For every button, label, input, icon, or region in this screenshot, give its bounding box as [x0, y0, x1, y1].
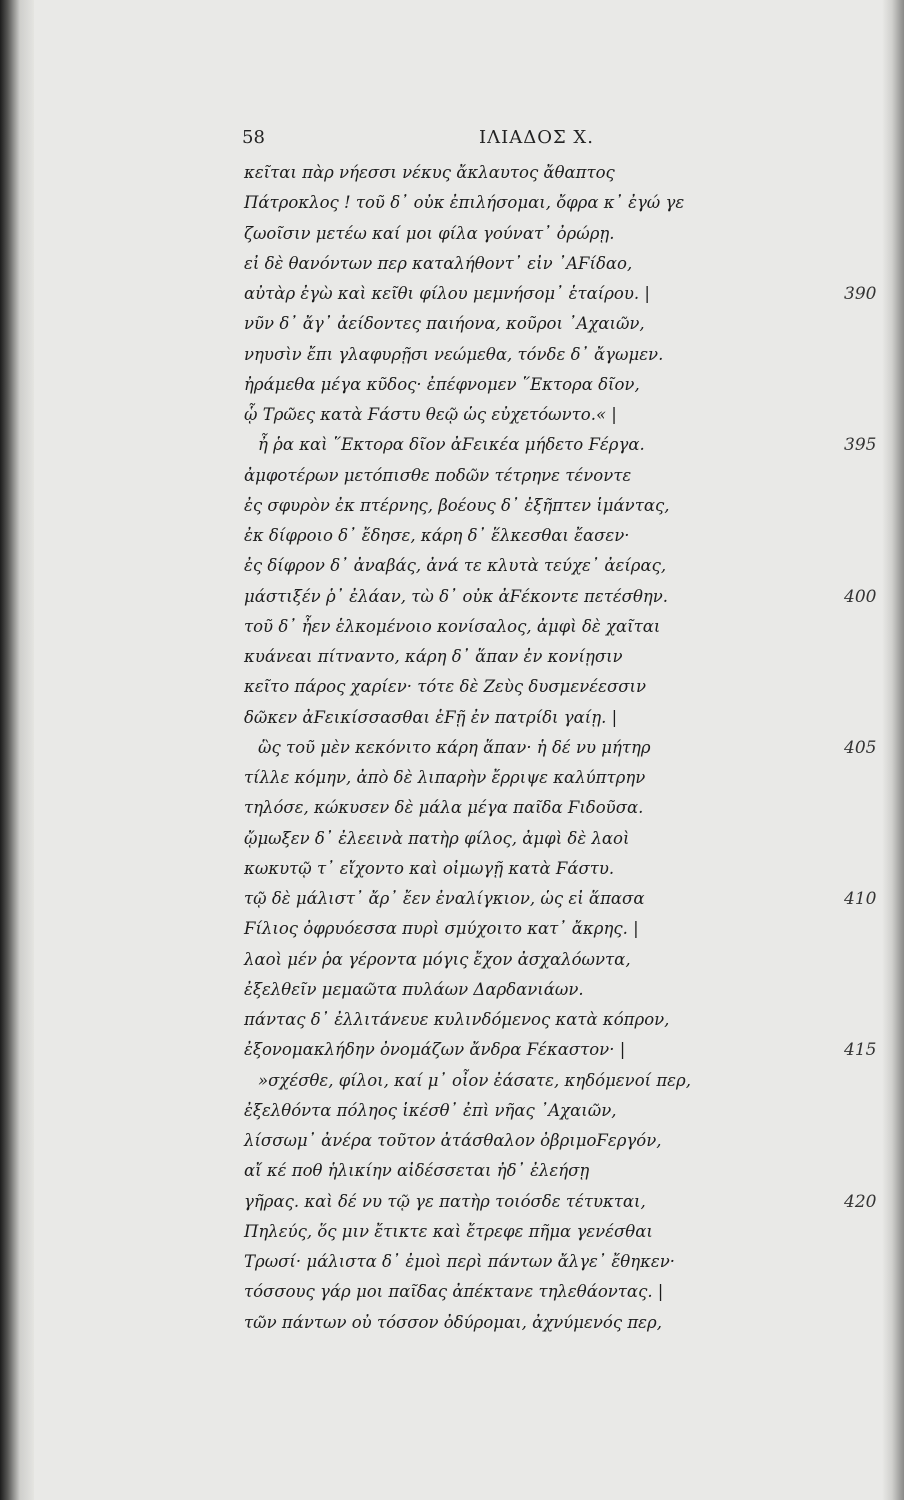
- page-outer-edge: [882, 0, 904, 1500]
- page-number: 58: [242, 127, 265, 148]
- verse-line: [244, 582, 884, 612]
- verse-line: [244, 945, 884, 975]
- verse-line: [244, 1035, 884, 1065]
- verse-block: [244, 158, 884, 1338]
- verse-text: ἠράμεθα μέγα κῦδος· ἐπέφνομεν ῞Εκτορα δῖον,: [244, 374, 640, 394]
- verse-text: τῶν πάντων οὐ τόσσον ὀδύρομαι, ἀχνύμενός περ,: [244, 1312, 662, 1332]
- verse-text: τῷ δὲ μάλιστ᾽ ἄρ᾽ ἔεν ἐναλίγκιον, ὡς εἰ ἅπασα: [244, 889, 645, 908]
- verse-line: [244, 733, 884, 763]
- verse-text: εἰ δὲ θανόντων περ καταλήθοντ᾽ εἰν ᾽ΑϜίδαο,: [244, 253, 633, 273]
- verse-text: νηυσὶν ἔπι γλαφυρῇσι νεώμεθα, τόνδε δ᾽ ἄγωμεν.: [244, 344, 664, 364]
- verse-line: [244, 824, 884, 854]
- verse-line: [244, 642, 884, 672]
- verse-line: [244, 491, 884, 521]
- verse-line: [244, 1247, 884, 1277]
- verse-text: ᾧ Τρῶες κατὰ Ϝάστυ θεῷ ὡς εὐχετόωντο.« |: [244, 405, 617, 424]
- verse-text: ἀμφοτέρων μετόπισθε ποδῶν τέτρηνε τένοντε: [244, 465, 632, 485]
- verse-line: [244, 1066, 884, 1096]
- verse-text: μάστιξέν ῥ᾽ ἐλάαν, τὼ δ᾽ οὐκ ἀϜέκοντε πετέσθην.: [244, 586, 669, 606]
- verse-line: [244, 1217, 884, 1247]
- verse-number: 405: [844, 737, 877, 758]
- verse-text: ἐκ δίφροιο δ᾽ ἔδησε, κάρη δ᾽ ἕλκεσθαι ἔασεν·: [244, 526, 630, 545]
- verse-line: [244, 703, 884, 733]
- verse-text: Ϝίλιος ὀφρυόεσσα πυρὶ σμύχοιτο κατ᾽ ἄκρης. |: [244, 919, 639, 939]
- verse-text: ᾤμωξεν δ᾽ ἐλεεινὰ πατὴρ φίλος, ἀμφὶ δὲ λαοὶ: [244, 828, 630, 848]
- verse-number: 410: [844, 889, 877, 909]
- verse-text: πάντας δ᾽ ἐλλιτάνευε κυλινδόμενος κατὰ κόπρον,: [244, 1010, 670, 1029]
- verse-line: [244, 370, 884, 400]
- verse-text: γῆρας. καὶ δέ νυ τῷ γε πατὴρ τοιόσδε τέτυκται,: [244, 1191, 646, 1211]
- verse-text: ἐς δίφρον δ᾽ ἀναβάς, ἀνά τε κλυτὰ τεύχε᾽ ἀείρας,: [244, 556, 667, 576]
- verse-text: λίσσωμ᾽ ἀνέρα τοῦτον ἀτάσθαλον ὀβριμοϜεργόν,: [244, 1131, 662, 1150]
- verse-number: 415: [844, 1040, 877, 1061]
- verse-line: [244, 854, 884, 884]
- verse-text: ὣς τοῦ μὲν κεκόνιτο κάρη ἅπαν· ἡ δέ νυ μήτηρ: [258, 737, 651, 757]
- verse-line: [244, 219, 884, 249]
- verse-line: [244, 551, 884, 581]
- verse-text: δῶκεν ἀϜεικίσσασθαι ἑϜῇ ἐν πατρίδι γαίῃ. |: [244, 707, 618, 727]
- verse-line: [244, 279, 884, 309]
- verse-text: αὐτὰρ ἐγὼ καὶ κεῖθι φίλου μεμνήσομ᾽ ἑταίρου. |: [244, 284, 650, 303]
- verse-text: κεῖται πὰρ νήεσσι νέκυς ἄκλαυτος ἄθαπτος: [244, 163, 615, 182]
- verse-line: [244, 1187, 884, 1217]
- verse-line: [244, 1005, 884, 1035]
- verse-line: [244, 914, 884, 944]
- verse-number: 390: [844, 284, 877, 304]
- verse-line: [244, 158, 884, 188]
- verse-text: αἴ κέ ποθ ἡλικίην αἰδέσσεται ἠδ᾽ ἐλεήσῃ: [244, 1161, 590, 1181]
- verse-text: »σχέσθε, φίλοι, καί μ᾽ οἶον ἐάσατε, κηδόμενοί περ,: [258, 1070, 691, 1090]
- verse-text: τόσσους γάρ μοι παῖδας ἀπέκτανε τηλεθάοντας. |: [244, 1282, 664, 1302]
- verse-text: κεῖτο πάρος χαρίεν· τότε δὲ Ζεὺς δυσμενέεσσιν: [244, 677, 646, 697]
- verse-text: τηλόσε, κώκυσεν δὲ μάλα μέγα παῖδα Ϝιδοῦσα.: [244, 798, 644, 818]
- page-header: [242, 127, 682, 153]
- verse-text: τίλλε κόμην, ἀπὸ δὲ λιπαρὴν ἔρριψε καλύπτρην: [244, 768, 646, 787]
- verse-number: 395: [844, 435, 877, 456]
- verse-number: 400: [844, 586, 877, 607]
- verse-text: ἐξονομακλήδην ὀνομάζων ἄνδρα Ϝέκαστον· |: [244, 1040, 626, 1060]
- verse-line: [244, 521, 884, 551]
- page-binding-edge: [0, 0, 34, 1500]
- verse-line: [244, 1308, 884, 1338]
- verse-line: [244, 1126, 884, 1156]
- verse-line: [244, 430, 884, 460]
- verse-text: τοῦ δ᾽ ἦεν ἑλκομένοιο κονίσαλος, ἀμφὶ δὲ χαῖται: [244, 616, 661, 636]
- verse-text: νῦν δ᾽ ἄγ᾽ ἀείδοντες παιήονα, κοῦροι ᾽Αχαιῶν,: [244, 314, 645, 334]
- verse-line: [244, 1277, 884, 1307]
- verse-text: κωκυτῷ τ᾽ εἴχοντο καὶ οἰμωγῇ κατὰ Ϝάστυ.: [244, 858, 615, 878]
- verse-text: ἦ ῥα καὶ ῞Εκτορα δῖον ἀϜεικέα μήδετο Ϝέργα.: [258, 435, 645, 455]
- verse-line: [244, 461, 884, 491]
- verse-text: Πηλεύς, ὅς μιν ἔτικτε καὶ ἔτρεφε πῆμα γενέσθαι: [244, 1221, 653, 1241]
- verse-line: [244, 309, 884, 339]
- verse-line: [244, 884, 884, 914]
- verse-line: [244, 1156, 884, 1186]
- verse-text: ἐς σφυρὸν ἐκ πτέρνης, βοέους δ᾽ ἐξῆπτεν ἱμάντας,: [244, 495, 670, 515]
- verse-line: [244, 340, 884, 370]
- verse-text: Τρωσί· μάλιστα δ᾽ ἐμοὶ περὶ πάντων ἄλγε᾽ ἔθηκεν·: [244, 1252, 676, 1271]
- verse-line: [244, 612, 884, 642]
- verse-number: 420: [844, 1191, 877, 1212]
- verse-line: [244, 1096, 884, 1126]
- verse-line: [244, 763, 884, 793]
- verse-line: [244, 672, 884, 702]
- verse-text: ζωοῖσιν μετέω καί μοι φίλα γούνατ᾽ ὀρώρῃ.: [244, 223, 615, 243]
- verse-line: [244, 249, 884, 279]
- verse-line: [244, 793, 884, 823]
- verse-text: ἐξελθεῖν μεμαῶτα πυλάων Δαρδανιάων.: [244, 979, 584, 999]
- verse-text: Πάτροκλος ! τοῦ δ᾽ οὐκ ἐπιλήσομαι, ὄφρα κ᾽ ἐγώ γε: [244, 193, 685, 213]
- verse-line: [244, 400, 884, 430]
- verse-text: ἐξελθόντα πόληος ἱκέσθ᾽ ἐπὶ νῆας ᾽Αχαιῶν,: [244, 1100, 617, 1120]
- verse-text: κυάνεαι πίτναντο, κάρη δ᾽ ἅπαν ἐν κονίῃσιν: [244, 647, 623, 666]
- running-title: ΙΛΙΑΔΟΣ Χ.: [479, 127, 594, 148]
- verse-line: [244, 188, 884, 218]
- verse-text: λαοὶ μέν ῥα γέροντα μόγις ἔχον ἀσχαλόωντα,: [244, 949, 631, 969]
- verse-line: [244, 975, 884, 1005]
